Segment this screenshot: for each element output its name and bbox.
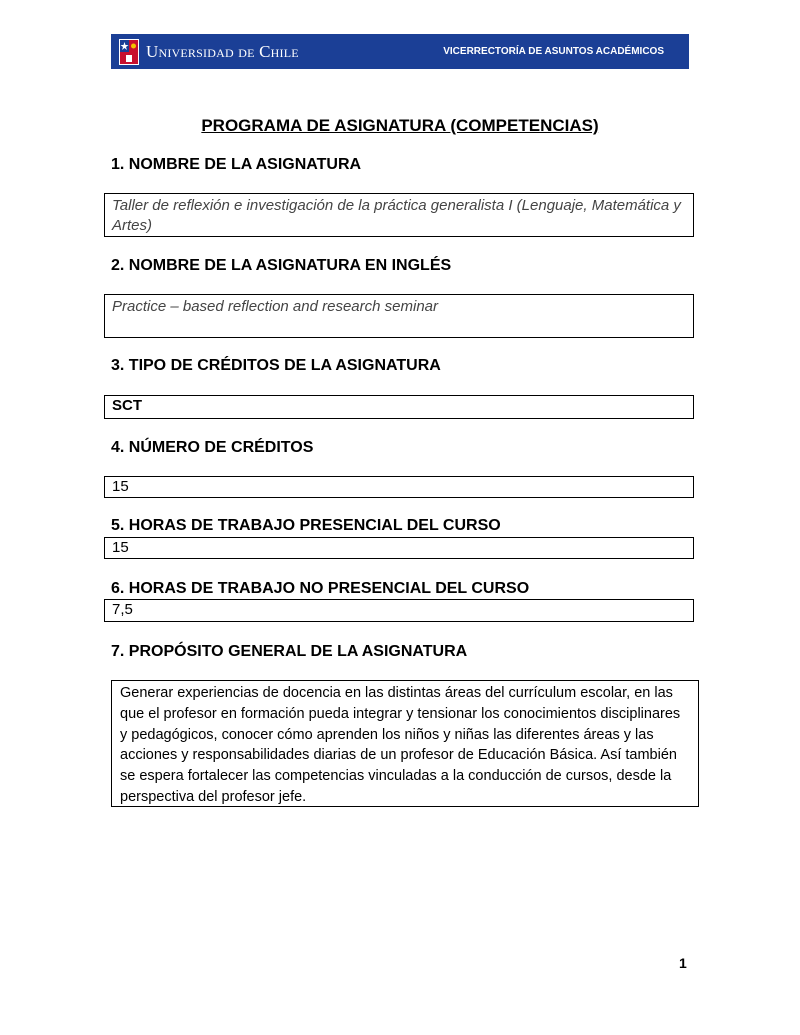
university-seal-icon bbox=[118, 38, 140, 66]
credit-number-box: 15 bbox=[104, 476, 694, 498]
course-name-english-box: Practice – based reflection and research seminar bbox=[104, 294, 694, 338]
section-5-heading: 5. HORAS DE TRABAJO PRESENCIAL DEL CURSO bbox=[111, 517, 501, 534]
section-3-heading: 3. TIPO DE CRÉDITOS DE LA ASIGNATURA bbox=[111, 357, 441, 374]
section-7-heading: 7. PROPÓSITO GENERAL DE LA ASIGNATURA bbox=[111, 643, 468, 660]
section-6-heading: 6. HORAS DE TRABAJO NO PRESENCIAL DEL CURSO bbox=[111, 580, 530, 597]
section-2-heading: 2. NOMBRE DE LA ASIGNATURA EN INGLÉS bbox=[111, 257, 452, 274]
university-logo bbox=[111, 38, 299, 66]
credit-type-box: SCT bbox=[104, 395, 694, 419]
course-name-box: Taller de reflexión e investigación de la práctica generalista I (Lenguaje, Matemática y Artes) bbox=[104, 193, 694, 237]
section-4-heading: 4. NÚMERO DE CRÉDITOS bbox=[111, 439, 314, 456]
presential-hours-box: 15 bbox=[104, 537, 694, 559]
vicerrectoria-label: VICERRECTORÍA DE ASUNTOS ACADÉMICOS bbox=[443, 46, 664, 57]
non-presential-hours-box: 7,5 bbox=[104, 599, 694, 622]
section-1-heading: 1. NOMBRE DE LA ASIGNATURA bbox=[111, 156, 362, 173]
course-purpose-box: Generar experiencias de docencia en las distintas áreas del currículum escolar, en las que el profesor en formación pueda integrar y tensionar los conocimientos disciplinares y pedagógicos, conocer cómo aprenden los niños y niñas las diferentes áreas y las acciones y responsabilidades diarias de un profesor de Educación Básica. Así también se espera fortalecer las competencias vinculadas a la conducción de cursos, desde la perspectiva del profesor jefe. bbox=[111, 680, 699, 807]
header-banner bbox=[111, 34, 689, 69]
page-title: PROGRAMA DE ASIGNATURA (COMPETENCIAS) bbox=[201, 116, 599, 135]
page-number: 1 bbox=[679, 955, 687, 971]
university-name: Universidad de Chile bbox=[146, 41, 299, 61]
